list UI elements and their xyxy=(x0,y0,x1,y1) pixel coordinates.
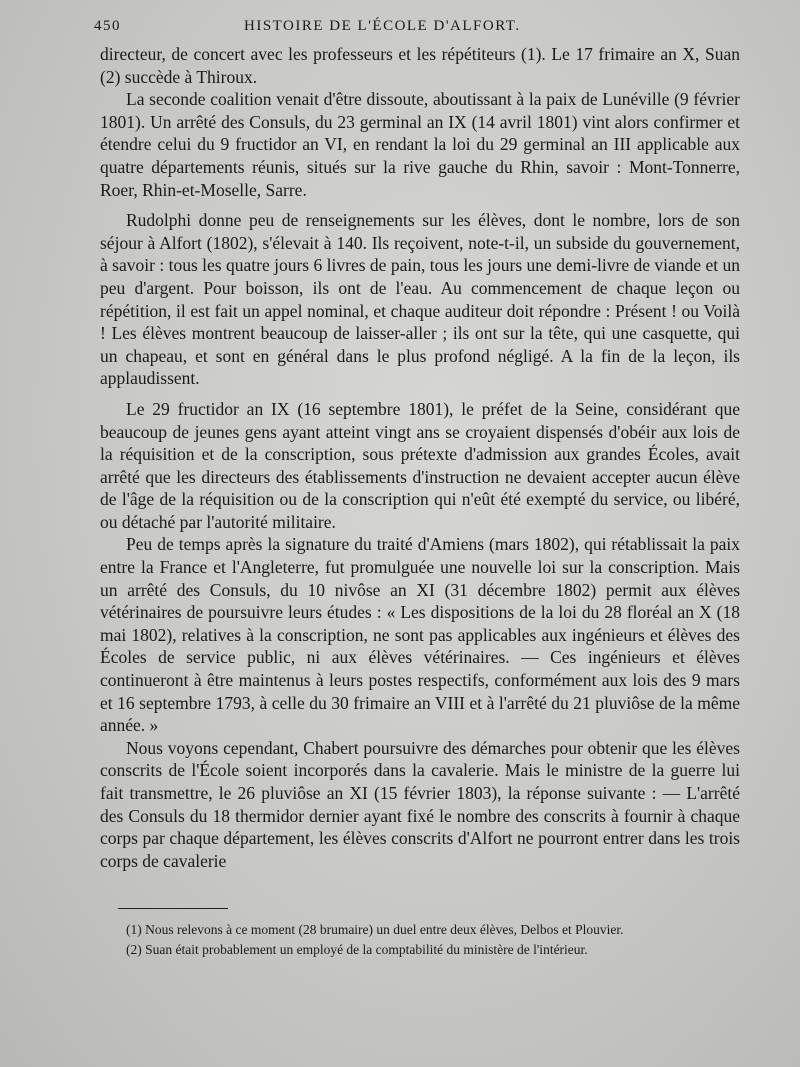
footnote-2: (2) Suan était probablement un employé de la comptabilité du ministère de l'intérieur. xyxy=(126,942,588,958)
paragraph-4: Le 29 fructidor an IX (16 septembre 1801), le préfet de la Seine, considérant que beaucoup de jeunes gens ayant atteint vingt ans se croyaient dispensés d'obéir aux lois de la réquisition et de la conscription, sous prétexte d'admission aux grandes Écoles, avait arrêté que les directeurs des établissements d'instruction ne devaient accepter aucun élève de l'âge de la réquisition ou de la conscription qui n'eût été exempté du service, ou libéré, ou détaché par l'autorité militaire. xyxy=(100,398,740,532)
footnote-rule xyxy=(118,908,228,909)
body-text xyxy=(100,43,740,872)
page-number: 450 xyxy=(94,18,121,34)
paragraph-5: Peu de temps après la signature du traité d'Amiens (mars 1802), qui rétablissait la paix entre la France et l'Angleterre, fut promulguée une nouvelle loi sur la conscription. Mais un arrêté des Consuls, du 10 nivôse an XI (31 décembre 1802) permit aux élèves vétérinaires de poursuivre leurs études : « Les dispositions de la loi du 28 floréal an X (18 mai 1802), relatives à la conscription, ne sont pas applicables aux ingénieurs et élèves des Écoles de service public, ni aux élèves vétérinaires. — Ces ingénieurs et élèves continueront à être maintenus à leurs postes respectifs, conformément aux lois des 9 mars et 16 septembre 1793, à celle du 30 frimaire an VIII et à l'arrêté du 21 pluviôse de la même année. » xyxy=(100,534,740,736)
paragraph-1: directeur, de concert avec les professeurs et les répétiteurs (1). Le 17 frimaire an X, Suan (2) succède à Thiroux. xyxy=(100,44,740,87)
paragraph-2: La seconde coalition venait d'être dissoute, aboutissant à la paix de Lunéville (9 février 1801). Un arrêté des Consuls, du 23 germinal an IX (14 avril 1801) vint alors confirmer et étendre celui du 9 fructidor an VI, en rendant la loi du 29 germinal an III applicable aux quatre départements réunis, situés sur la rive gauche du Rhin, savoir : Mont-Tonnerre, Roer, Rhin-et-Moselle, Sarre. xyxy=(100,89,740,200)
running-title: HISTOIRE DE L'ÉCOLE D'ALFORT. xyxy=(244,18,521,34)
paragraph-3: Rudolphi donne peu de renseignements sur les élèves, dont le nombre, lors de son séjour à Alfort (1802), s'élevait à 140. Ils reçoivent, note-t-il, un subside du gouvernement, à savoir : tous les quatre jours 6 livres de pain, tous les jours une demi-livre de viande et un peu d'argent. Pour boisson, ils ont de l'eau. Au commencement de chaque leçon ou répétition, il est fait un appel nominal, et chaque auditeur doit répondre : Présent ! ou Voilà ! Les élèves montrent beaucoup de laisser-aller ; ils ont sur la tête, qui une casquette, qui un chapeau, et sont en général dans le plus profond négligé. A la fin de la leçon, ils applaudissent. xyxy=(100,210,740,389)
footnotes xyxy=(100,921,740,959)
footnote-1: (1) Nous relevons à ce moment (28 brumaire) un duel entre deux élèves, Delbos et Plouvier. xyxy=(126,922,624,938)
running-head xyxy=(94,18,740,35)
paragraph-6: Nous voyons cependant, Chabert poursuivre des démarches pour obtenir que les élèves conscrits de l'École soient incorporés dans la cavalerie. Mais le ministre de la guerre lui fait transmettre, le 26 pluviôse an XI (15 février 1803), la réponse suivante : — L'arrêté des Consuls du 18 thermidor dernier ayant fixé le nombre des conscrits à fournir à chaque corps par chaque département, les élèves conscrits d'Alfort ne pourront entrer dans les trois corps de cavalerie xyxy=(100,737,740,871)
